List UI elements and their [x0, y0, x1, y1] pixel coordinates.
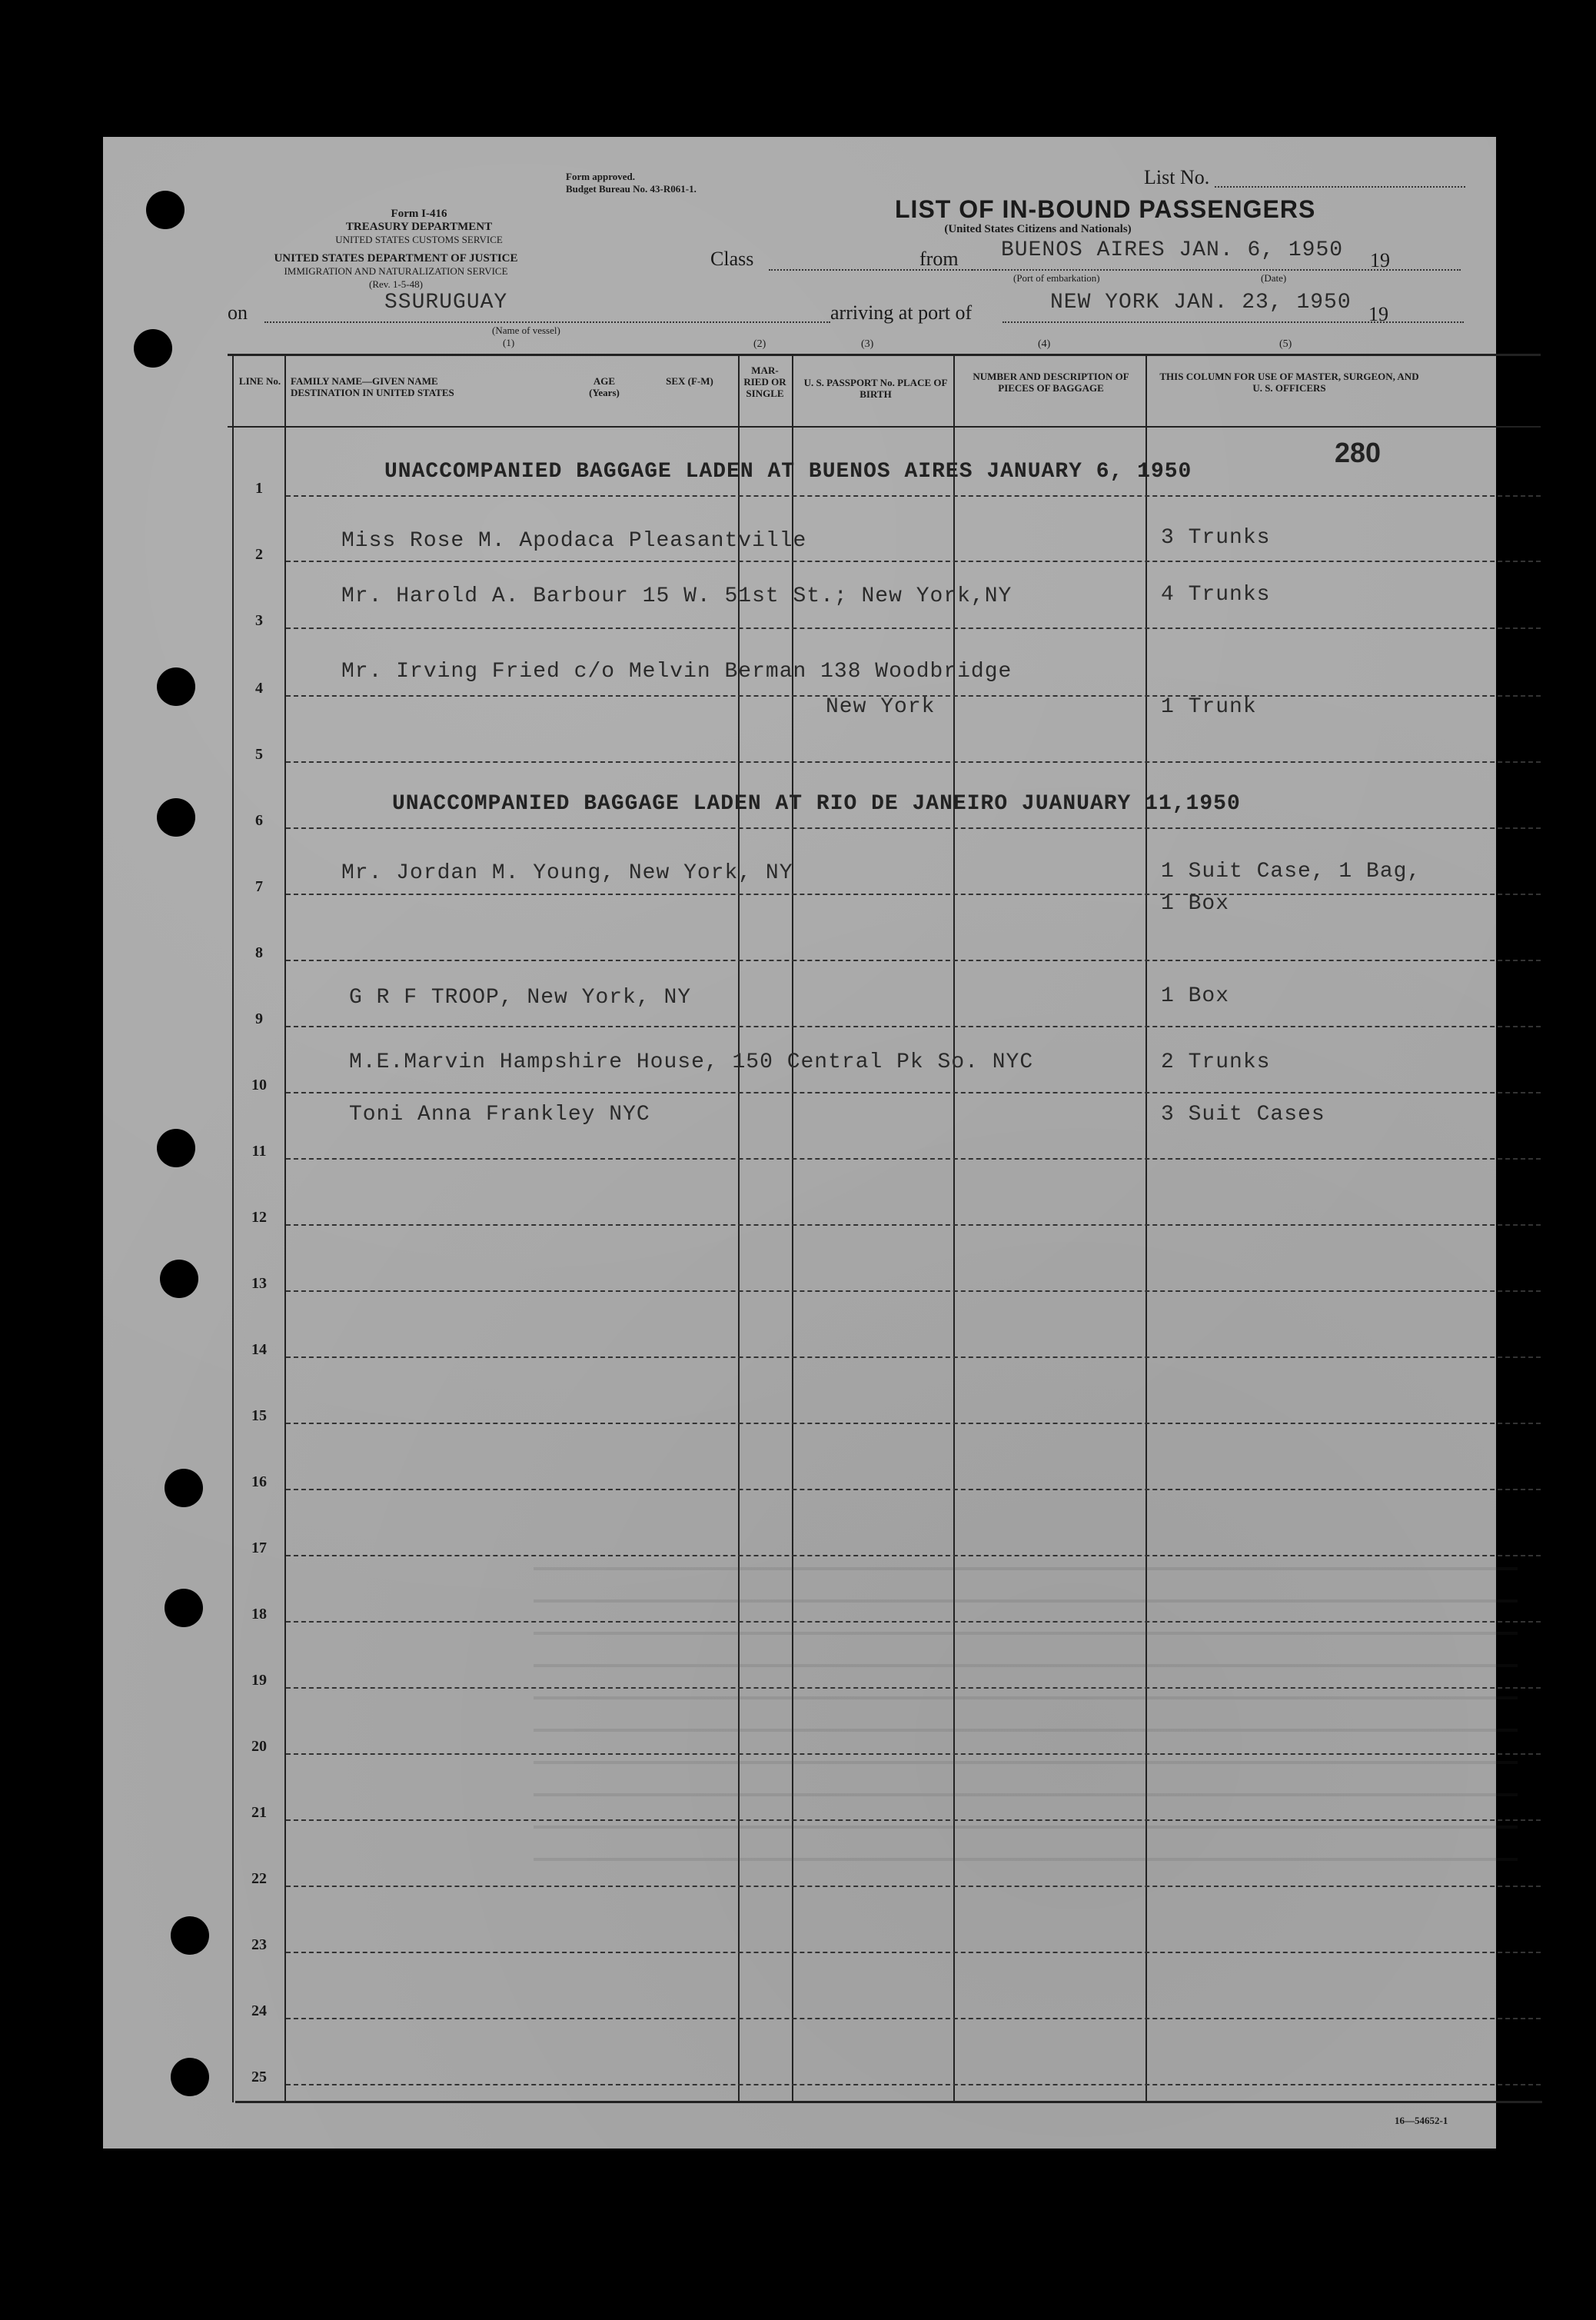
line-number: 14 [251, 1341, 267, 1358]
year-suffix: 19 [1370, 249, 1390, 271]
row-rule [286, 1224, 1541, 1226]
col-name: FAMILY NAME—GIVEN NAME DESTINATION IN UNITED STATES [291, 375, 454, 398]
budget-bureau: Budget Bureau No. 43-R061-1. [566, 183, 697, 195]
entry-name: Toni Anna Frankley NYC [349, 1103, 650, 1127]
row-rule [286, 627, 1541, 629]
entry-baggage: 3 Trunks [1161, 526, 1271, 550]
row-rule [286, 1423, 1541, 1424]
entry-baggage-cont: 1 Box [1161, 892, 1230, 916]
entry-name: Miss Rose M. Apodaca Pleasantville [341, 529, 807, 553]
treasury-dept: TREASURY DEPARTMENT [345, 221, 493, 233]
form-approved: Form approved. [566, 171, 636, 182]
colnum-2: (2) [753, 338, 766, 350]
revision: (Rev. 1-5-48) [369, 278, 423, 290]
row-rule [286, 894, 1541, 895]
class-label: Class [710, 248, 754, 270]
line-number: 7 [255, 878, 263, 895]
line-number: 11 [251, 1143, 267, 1160]
line-number: 6 [255, 812, 263, 829]
line-number: 25 [251, 2069, 267, 2085]
table-bottom-border [235, 2101, 1542, 2103]
line-number: 15 [251, 1407, 267, 1424]
section-heading-rio: UNACCOMPANIED BAGGAGE LADEN AT RIO DE JANEIRO JUANUARY 11,1950 [392, 792, 1241, 816]
colnum-3: (3) [861, 338, 874, 350]
row-rule [286, 1290, 1541, 1292]
binder-hole [134, 329, 172, 368]
vessel-field [264, 321, 830, 323]
entry-baggage: 1 Suit Case, 1 Bag, [1161, 860, 1421, 884]
col-line-no: LINE No. [238, 375, 281, 387]
line-number: 17 [251, 1539, 267, 1556]
colnum-4: (4) [1038, 338, 1051, 350]
arriving-field [1002, 321, 1464, 323]
ins-service: IMMIGRATION AND NATURALIZATION SERVICE [284, 265, 508, 277]
line-number: 18 [251, 1606, 267, 1623]
colnum-5: (5) [1279, 338, 1292, 350]
row-rule [286, 561, 1541, 562]
row-rule [286, 1952, 1541, 1953]
line-number: 4 [255, 680, 263, 697]
page-title: LIST OF IN-BOUND PASSENGERS [895, 195, 1316, 223]
customs-service: UNITED STATES CUSTOMS SERVICE [335, 234, 503, 245]
arriving-label: arriving at port of [830, 301, 973, 324]
col-officers: THIS COLUMN FOR USE OF MASTER, SURGEON, AND U. S. OFFICERS [1159, 371, 1419, 394]
section-heading-buenos-aires: UNACCOMPANIED BAGGAGE LADEN AT BUENOS AIRES JANUARY 6, 1950 [384, 460, 1192, 484]
line-number: 12 [251, 1209, 267, 1226]
on-label: on [228, 301, 248, 324]
row-rule [286, 1489, 1541, 1490]
row-rule [286, 761, 1541, 763]
col-sex: SEX (F-M) [666, 375, 713, 387]
line-number: 2 [255, 546, 263, 563]
line-number: 10 [251, 1077, 267, 1093]
line-number: 13 [251, 1275, 267, 1292]
entry-destination: New York [826, 695, 936, 719]
binder-hole [146, 191, 185, 229]
form-number: Form I-416 [391, 208, 447, 220]
bleed-through-texture [534, 1544, 1518, 1867]
row-rule [286, 827, 1541, 829]
row-rule [286, 1158, 1541, 1160]
line-number: 20 [251, 1738, 267, 1755]
line-number: 23 [251, 1936, 267, 1953]
line-number: 1 [255, 480, 263, 497]
binder-hole [157, 667, 195, 706]
arriving-value: NEW YORK JAN. 23, 1950 [1050, 291, 1352, 315]
date-label: (Date) [1261, 272, 1287, 284]
entry-baggage: 1 Box [1161, 984, 1230, 1008]
line-number: 19 [251, 1672, 267, 1689]
list-no-field [1215, 186, 1465, 188]
from-label: from [919, 248, 959, 270]
line-number: 8 [255, 944, 263, 961]
col-married: MAR- RIED OR SINGLE [743, 364, 786, 399]
entry-name: M.E.Marvin Hampshire House, 150 Central Pk So. NYC [349, 1050, 1034, 1074]
from-value: BUENOS AIRES JAN. 6, 1950 [1001, 238, 1344, 262]
line-number: 3 [255, 612, 263, 629]
col-passport: U. S. PASSPORT No. PLACE OF BIRTH [803, 377, 948, 400]
entry-baggage: 2 Trunks [1161, 1050, 1271, 1074]
vessel-label: (Name of vessel) [492, 325, 560, 336]
binder-hole [171, 2058, 209, 2096]
entry-name: Mr. Jordan M. Young, New York, NY [341, 861, 793, 885]
entry-baggage: 3 Suit Cases [1161, 1103, 1325, 1127]
page-subtitle: (United States Citizens and Nationals) [944, 223, 1132, 235]
table-top-border [228, 354, 1541, 356]
year-suffix-2: 19 [1368, 303, 1388, 325]
entry-name: Mr. Irving Fried c/o Melvin Berman 138 Woodbridge [341, 660, 1012, 684]
line-number: 9 [255, 1010, 263, 1027]
table-header-rule [228, 426, 1541, 428]
entry-name: Mr. Harold A. Barbour 15 W. 51st St.; New York,NY [341, 584, 1012, 608]
col-baggage: NUMBER AND DESCRIPTION OF PIECES OF BAGGAGE [973, 371, 1129, 394]
binder-hole [160, 1260, 198, 1298]
footer-code: 16—54652-1 [1395, 2115, 1448, 2126]
binder-hole [157, 1129, 195, 1167]
row-rule [286, 2084, 1541, 2085]
justice-dept: UNITED STATES DEPARTMENT OF JUSTICE [274, 252, 518, 265]
port-embark-label: (Port of embarkation) [1013, 272, 1100, 284]
row-rule [286, 1026, 1541, 1027]
row-rule [286, 1356, 1541, 1358]
line-number: 24 [251, 2002, 267, 2019]
list-no-label: List No. [1144, 166, 1210, 188]
manifest-page [103, 137, 1496, 2149]
entry-baggage: 4 Trunks [1161, 583, 1271, 607]
row-rule [286, 1092, 1541, 1093]
entry-name: G R F TROOP, New York, NY [349, 986, 692, 1010]
row-rule [286, 2018, 1541, 2019]
row-rule [286, 960, 1541, 961]
page-stamp: 280 [1335, 437, 1382, 468]
binder-hole [157, 798, 195, 837]
row-rule [286, 495, 1541, 497]
binder-hole [165, 1469, 203, 1507]
binder-hole [165, 1589, 203, 1627]
class-field [769, 269, 996, 271]
line-number: 22 [251, 1870, 267, 1887]
line-number: 16 [251, 1473, 267, 1490]
vessel-colnum: (1) [503, 337, 515, 348]
binder-hole [171, 1916, 209, 1955]
entry-baggage: 1 Trunk [1161, 695, 1257, 719]
row-rule [286, 1886, 1541, 1887]
vessel-value: SSURUGUAY [384, 291, 508, 315]
line-number: 21 [251, 1804, 267, 1821]
col-age: AGE (Years) [589, 375, 620, 398]
line-number: 5 [255, 746, 263, 763]
